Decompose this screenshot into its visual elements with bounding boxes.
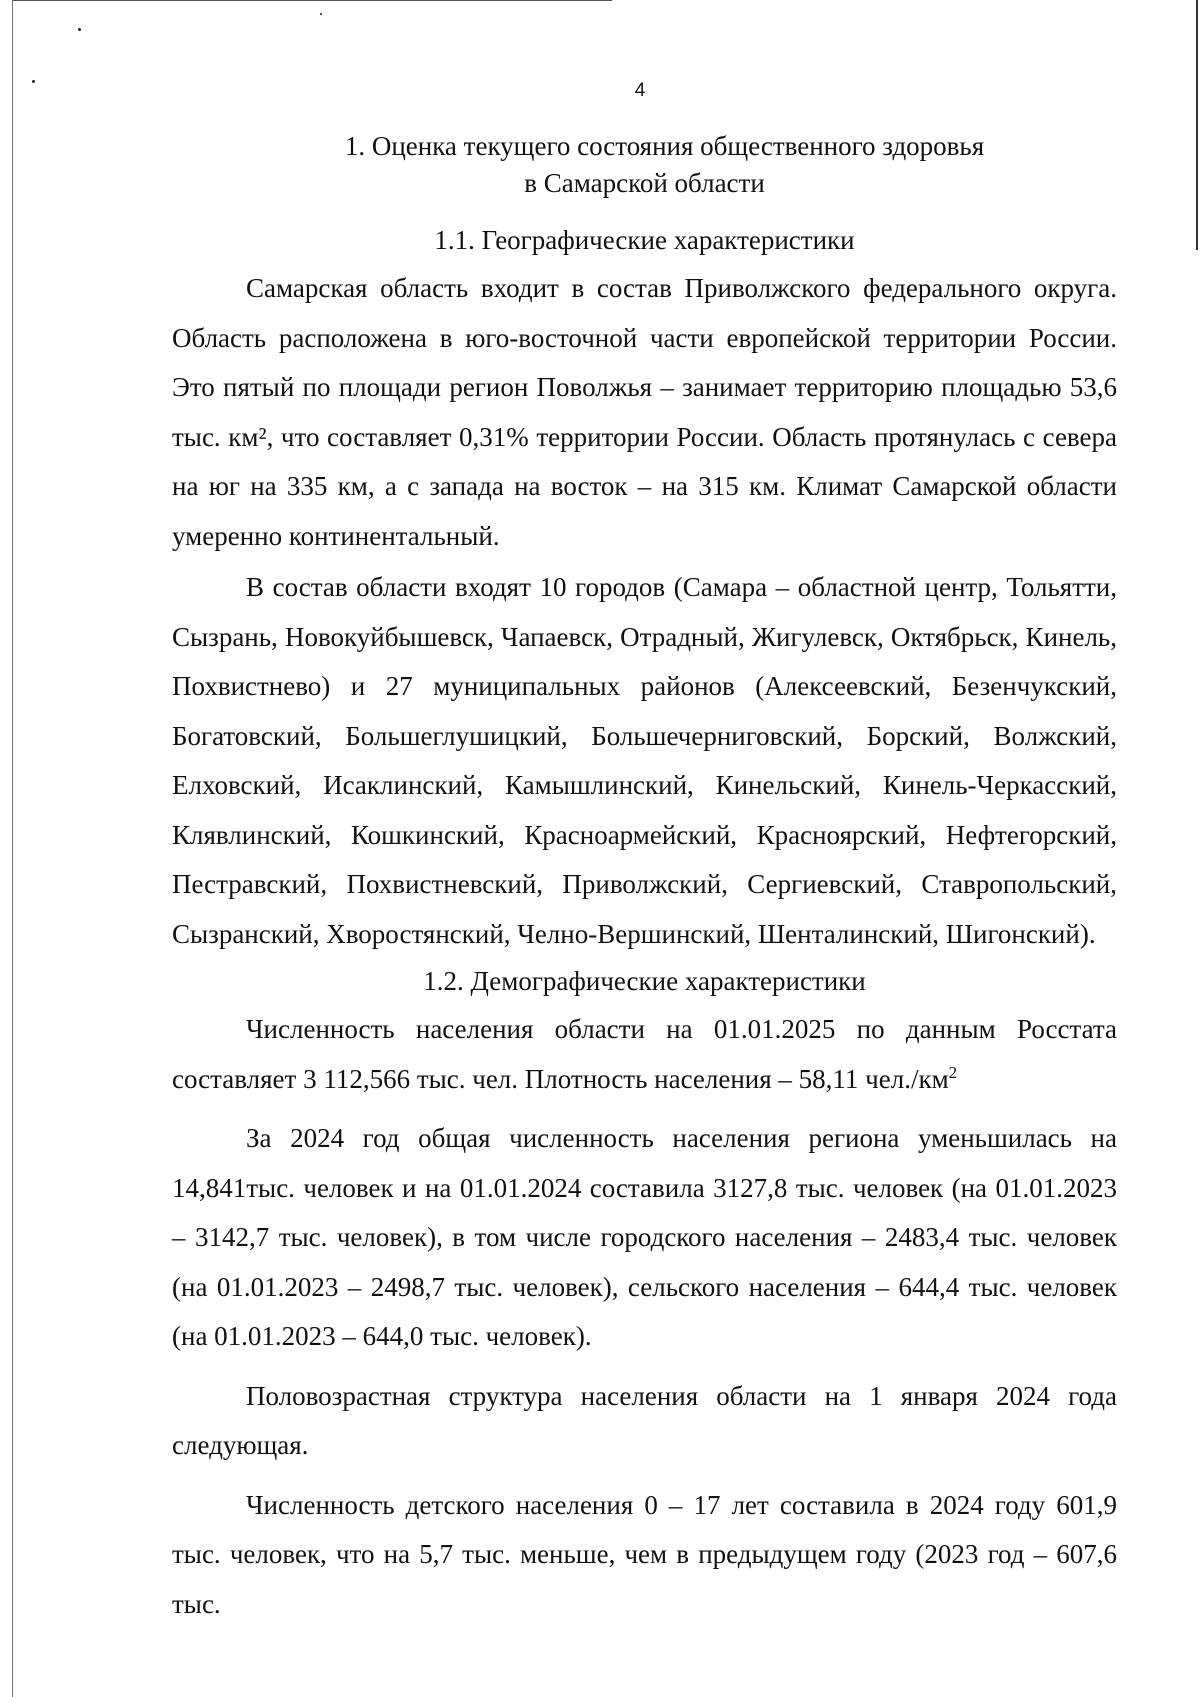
- section-title-line-1: 1. Оценка текущего состояния общественного здоровья: [344, 131, 985, 161]
- scan-edge-left: [12, 0, 13, 1697]
- scan-edge-right: [1196, 0, 1198, 250]
- superscript-2: 2: [948, 1062, 958, 1082]
- demography-paragraph-4: Численность детского населения 0 – 17 лет составила в 2024 году 601,9 тыс. человек, что на 5,7 тыс. меньше, чем в предыдущем году (2023 год – 607,6 тыс.: [172, 1489, 1117, 1619]
- subsection-2-title: 1.2. Демографические характеристики: [423, 966, 866, 996]
- demography-paragraph-3: Половозрастная структура населения области на 1 января 2024 года следующая.: [172, 1380, 1117, 1460]
- page-number: 4: [634, 80, 646, 101]
- scan-speck: [78, 28, 81, 31]
- section-title-line-2: в Самарской области: [524, 168, 765, 198]
- demography-paragraph-2: За 2024 год общая численность населения региона уменьшилась на 14,841тыс. человек и на 01.01.2024 составила 3127,8 тыс. человек (на 01.01.2023 – 3142,7 тыс. человек), в том числе городского населения – 2483,4 тыс. человек (на 01.01.2023 – 2498,7 тыс. человек), сельского населения – 644,4 тыс. человек (на 01.01.2023 – 644,0 тыс. человек).: [172, 1123, 1117, 1351]
- subsection-1-title: 1.1. Географические характеристики: [434, 225, 855, 255]
- document-body: [172, 128, 1117, 1629]
- geography-paragraph-2: В состав области входят 10 городов (Самара – областной центр, Тольятти, Сызрань, Новокуйбышевск, Чапаевск, Отрадный, Жигулевск, Октябрьск, Кинель, Похвистнево) и 27 муниципальных районов (Алексеевский, Безенчукский, Богатовский, Большеглушицкий, Большечерниговский, Борский, Волжский, Елховский, Исаклинский, Камышлинский, Кинельский, Кинель-Черкасский, Клявлинский, Кошкинский, Красноармейский, Красноярский, Нефтегорский, Пестравский, Похвистневский, Приволжский, Сергиевский, Ставропольский, Сызранский, Хворостянский, Челно-Вершинский, Шенталинский, Шигонский).: [172, 572, 1117, 949]
- demography-paragraph-1: [172, 1005, 1117, 1104]
- demography-paragraph-1-text: Численность населения области на 01.01.2025 по данным Росстата составляет 3 112,566 тыс. чел. Плотность населения – 58,11 чел./км: [172, 1014, 1117, 1094]
- scan-speck: [320, 13, 322, 15]
- geography-paragraph-1: Самарская область входит в состав Приволжского федерального округа. Область расположена в юго-восточной части европейской территории России. Это пятый по площади регион Поволжья – занимает территорию площадью 53,6 тыс. км², что составляет 0,31% территории России. Область протянулась с севера на юг на 335 км, а с запада на восток – на 315 км. Климат Самарской области умеренно континентальный.: [172, 273, 1117, 551]
- scan-edge-top: [12, 0, 612, 1]
